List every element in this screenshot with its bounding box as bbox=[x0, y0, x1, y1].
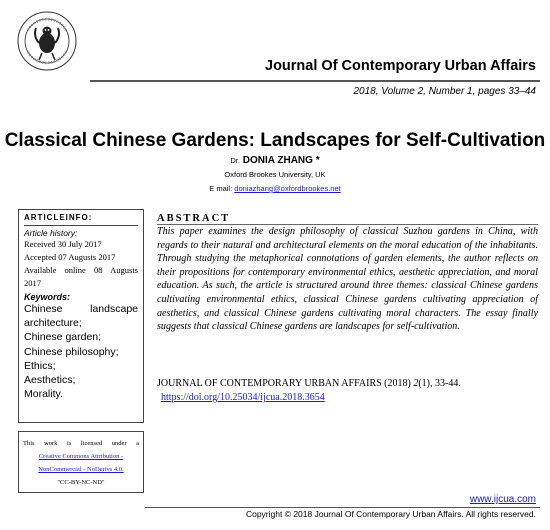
history-label: Article history: bbox=[24, 228, 78, 238]
keyword-item: Chinese garden; bbox=[24, 331, 102, 344]
article-info-rule bbox=[24, 225, 138, 226]
email-line bbox=[0, 184, 550, 193]
citation-prefix: JOURNAL OF CONTEMPORARY URBAN AFFAIRS (2018) bbox=[157, 378, 414, 389]
citation-suffix: (1), 33-44. bbox=[418, 378, 461, 389]
journal-logo bbox=[16, 10, 78, 72]
article-info-heading: ARTICLEINFO: bbox=[24, 213, 93, 222]
author-name: DONIA ZHANG * bbox=[242, 155, 320, 166]
license-text: This work is licensed under a bbox=[23, 440, 139, 447]
article-info-box bbox=[18, 209, 144, 423]
header-rule bbox=[90, 80, 540, 82]
author-line bbox=[0, 155, 550, 166]
copyright-notice: Copyright © 2018 Journal Of Contemporary Urban Affairs. All rights reserved. bbox=[245, 509, 536, 519]
abstract-text: This paper examines the design philosophy of classical Suzhou gardens in China, with regards to their natural and architectural elements on the moral education of the inhabitants. Through studying the metaphorical connotations of garden elements, the author reflects on their propositions for contemporary environmental ethics, aesthetic appreciation, and moral education. As such, the article is structured around three themes: classical Chinese gardens cultivating environmental ethics, classical Chinese gardens cultivating appreciation of aesthetics, and classical Chinese gardens cultivating moral characters. The essay finally suggests that classical Chinese gardens are landscapes for self-cultivation. bbox=[157, 226, 538, 333]
citation-volume: 2 bbox=[413, 378, 419, 389]
license-box bbox=[18, 431, 144, 493]
keywords-label: Keywords: bbox=[24, 292, 71, 302]
license-code: "CC-BY-NC-ND" bbox=[57, 479, 105, 486]
history-accepted: Accepted 07 Augusts 2017 bbox=[24, 252, 116, 262]
citation bbox=[157, 377, 461, 405]
author-prefix: Dr. bbox=[230, 156, 240, 165]
keyword-item: Chinese landscape bbox=[24, 303, 138, 315]
website-link[interactable]: www.ijcua.com bbox=[469, 494, 536, 505]
email-label: E mail: bbox=[209, 184, 233, 193]
license-link-noncommercial[interactable]: NonCommercial - NoDerivs 4.0. bbox=[38, 466, 124, 473]
issue-info: 2018, Volume 2, Number 1, pages 33–44 bbox=[353, 86, 536, 97]
paper-title: Classical Chinese Gardens: Landscapes for Self-Cultivation bbox=[4, 130, 546, 151]
doi-link[interactable]: https://doi.org/10.25034/ijcua.2018.3654 bbox=[161, 392, 325, 403]
author-affiliation: Oxford Brookes University, UK bbox=[224, 170, 326, 179]
license-link-attribution[interactable]: Creative Commons Attribution - bbox=[38, 453, 124, 460]
abstract-heading: ABSTRACT bbox=[157, 213, 231, 224]
citation-text bbox=[157, 377, 461, 391]
keyword-item: Ethics; bbox=[24, 359, 56, 372]
history-received: Received 30 July 2017 bbox=[24, 239, 102, 249]
email-link[interactable]: doniazhang@oxfordbrookes.net bbox=[234, 184, 341, 193]
keyword-item: architecture; bbox=[24, 317, 82, 330]
journal-title: Journal Of Contemporary Urban Affairs bbox=[265, 58, 536, 74]
keyword-item: Morality. bbox=[24, 388, 63, 401]
footer-rule bbox=[145, 507, 540, 508]
history-available-year: 2017 bbox=[24, 278, 41, 288]
keyword-item: Chinese philosophy; bbox=[24, 345, 119, 358]
keyword-item: Aesthetics; bbox=[24, 374, 76, 387]
history-available: Available online 08 Augusts bbox=[24, 265, 138, 275]
